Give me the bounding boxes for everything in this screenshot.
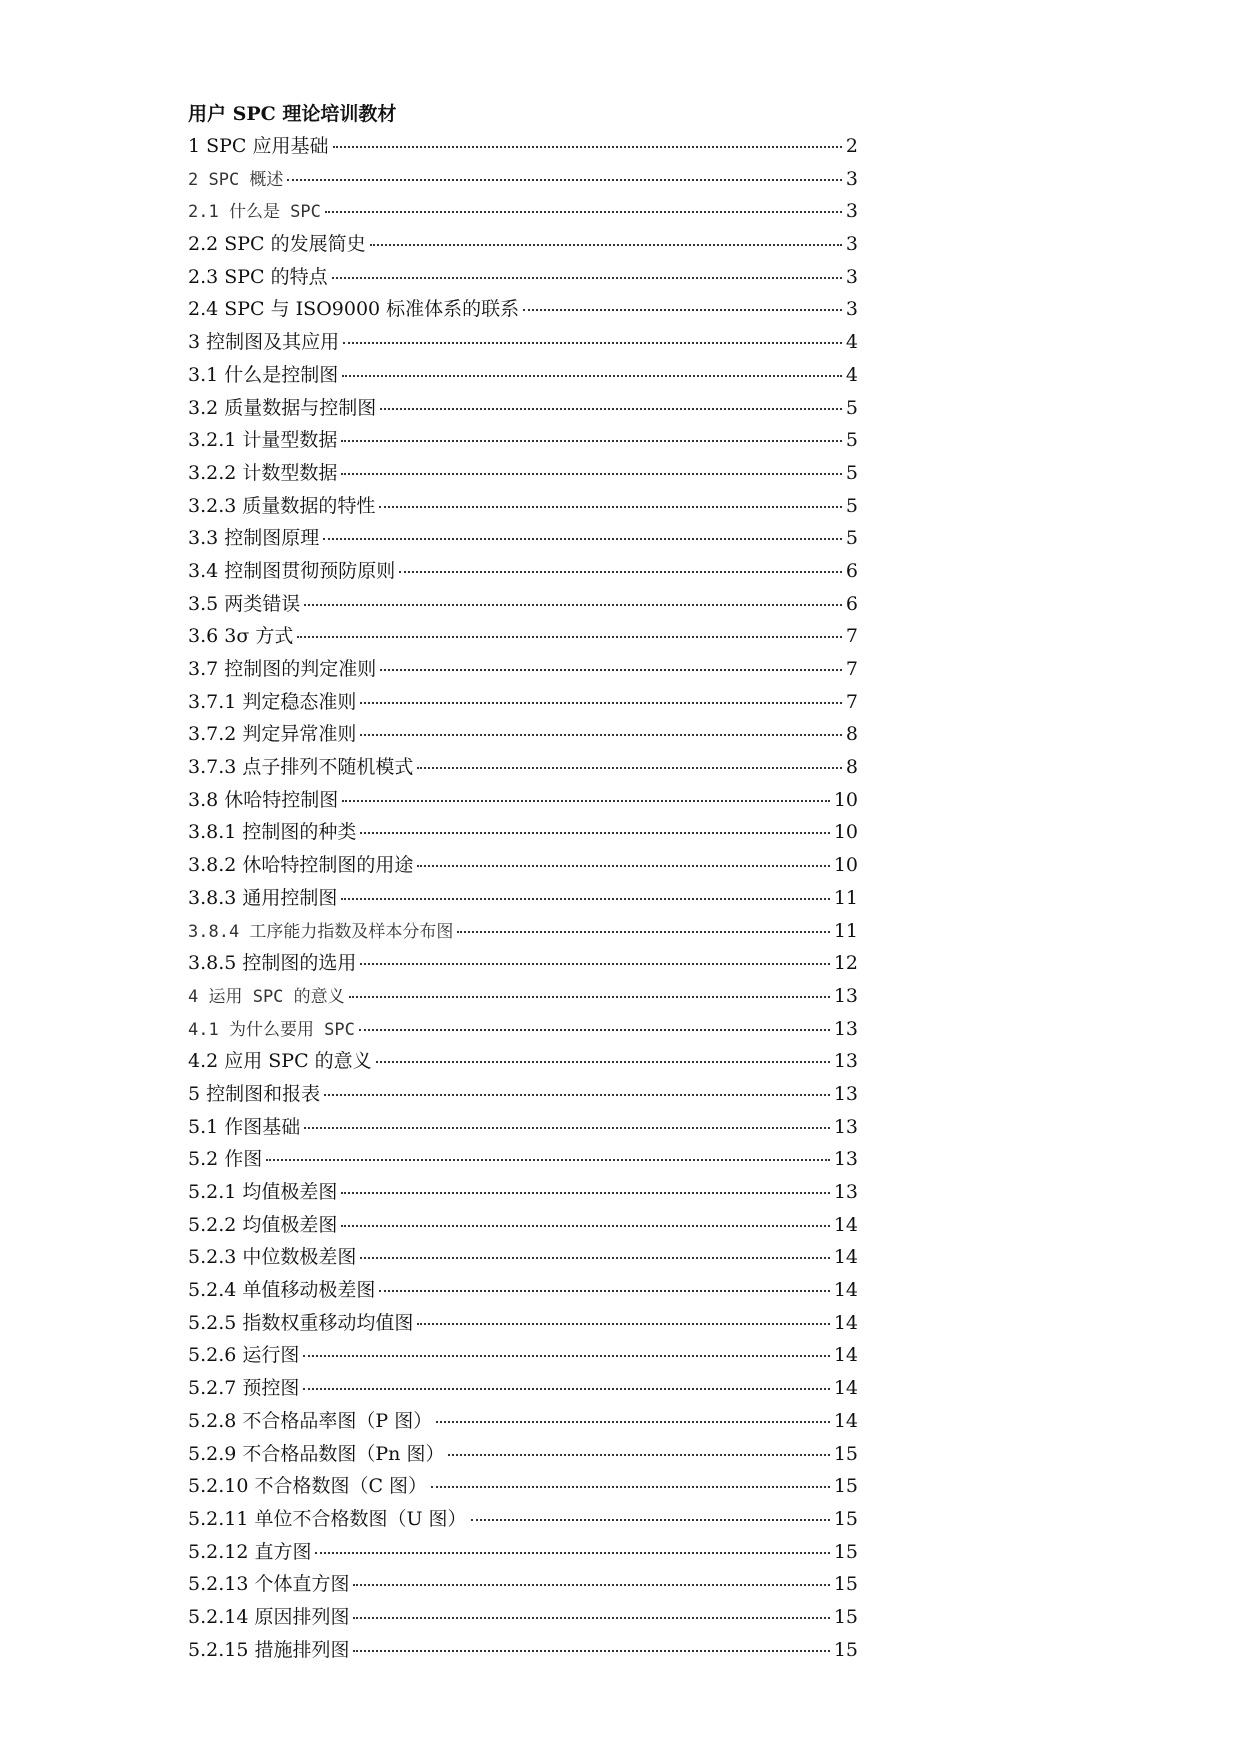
toc-entry-page-number: 15 [833, 1540, 858, 1563]
toc-entry-page-number: 14 [833, 1409, 858, 1432]
toc-dot-leader [315, 1551, 829, 1554]
toc-dot-leader [431, 1485, 830, 1488]
toc-dot-leader [297, 635, 842, 638]
toc-dot-leader [360, 733, 842, 736]
toc-entry-page-number: 3 [845, 233, 858, 256]
toc-entry[interactable] [188, 718, 858, 751]
toc-entry-page-number: 6 [845, 559, 858, 582]
document-title: 用户 SPC 理论培训教材 [188, 103, 397, 125]
toc-entry[interactable] [188, 195, 858, 228]
toc-dot-leader [353, 1583, 829, 1586]
toc-entry[interactable] [188, 1111, 858, 1144]
toc-entry-label: 2.2 SPC 的发展简史 [188, 233, 366, 256]
toc-entry[interactable] [188, 1568, 858, 1601]
toc-entry[interactable] [188, 620, 858, 653]
document-page [188, 98, 858, 1666]
toc-entry-label: 3.8.3 通用控制图 [188, 886, 338, 909]
toc-dot-leader [341, 439, 842, 442]
toc-dot-leader [436, 1420, 830, 1423]
toc-dot-leader [360, 701, 842, 704]
toc-entry[interactable] [188, 424, 858, 457]
toc-entry-label: 2 SPC 概述 [188, 169, 284, 190]
toc-entry[interactable] [188, 261, 858, 294]
toc-dot-leader [523, 308, 842, 311]
toc-entry-label: 3.7.1 判定稳态准则 [188, 690, 357, 713]
toc-dot-leader [304, 603, 842, 606]
toc-dot-leader [457, 930, 829, 933]
toc-dot-leader [341, 897, 829, 900]
toc-entry[interactable] [188, 784, 858, 817]
toc-entry[interactable] [188, 555, 858, 588]
toc-entry-label: 3.2.2 计数型数据 [188, 461, 338, 484]
toc-entry[interactable] [188, 1470, 858, 1503]
toc-entry-label: 5.2.10 不合格数图（C 图） [188, 1475, 428, 1498]
toc-entry-page-number: 2 [845, 135, 858, 157]
toc-entry-page-number: 15 [833, 1475, 858, 1498]
toc-dot-leader [376, 1060, 830, 1063]
toc-entry-label: 1 SPC 应用基础 [188, 135, 329, 157]
toc-entry-label: 3 控制图及其应用 [188, 331, 340, 354]
toc-entry[interactable] [188, 522, 858, 555]
toc-entry-page-number: 14 [833, 1213, 858, 1236]
toc-entry[interactable] [188, 1372, 858, 1405]
toc-entry-label: 5.2.2 均值极差图 [188, 1213, 338, 1236]
toc-dot-leader [324, 1093, 830, 1096]
toc-entry-label: 5.2.3 中位数极差图 [188, 1246, 357, 1269]
toc-dot-leader [359, 1028, 830, 1031]
toc-entry-page-number: 7 [845, 625, 858, 648]
toc-entry[interactable] [188, 228, 858, 261]
toc-dot-leader [303, 1387, 829, 1390]
toc-entry-label: 5.2 作图 [188, 1148, 263, 1171]
toc-entry-page-number: 7 [845, 658, 858, 680]
toc-entry-label: 5.2.8 不合格品率图（P 图） [188, 1409, 433, 1432]
toc-dot-leader [360, 962, 829, 965]
toc-dot-leader [380, 407, 842, 410]
toc-entry-page-number: 8 [845, 723, 858, 746]
toc-dot-leader [399, 570, 842, 573]
toc-entry[interactable] [188, 686, 858, 719]
toc-entry-label: 5.2.5 指数权重移动均值图 [188, 1311, 414, 1334]
toc-entry-page-number: 13 [833, 1050, 858, 1073]
toc-entry-page-number: 3 [845, 200, 858, 223]
toc-entry[interactable] [188, 490, 858, 523]
toc-entry-page-number: 3 [845, 265, 858, 288]
toc-dot-leader [333, 145, 842, 148]
toc-entry[interactable] [188, 1307, 858, 1340]
toc-entry-page-number: 5 [845, 396, 858, 419]
toc-entry-label: 3.5 两类错误 [188, 592, 301, 615]
toc-entry-label: 5 控制图和报表 [188, 1082, 321, 1105]
table-of-contents [188, 130, 858, 1666]
toc-entry-label: 5.2.9 不合格品数图（Pn 图） [188, 1442, 445, 1465]
toc-entry-page-number: 14 [833, 1344, 858, 1367]
toc-entry-page-number: 5 [845, 429, 858, 452]
toc-entry[interactable] [188, 1536, 858, 1569]
toc-entry-page-number: 4 [845, 331, 858, 354]
toc-entry-label: 3.3 控制图原理 [188, 527, 320, 550]
toc-entry[interactable] [188, 359, 858, 392]
toc-entry[interactable] [188, 1601, 858, 1634]
toc-dot-leader [325, 210, 842, 213]
toc-dot-leader [287, 178, 841, 181]
toc-entry[interactable] [188, 653, 858, 686]
toc-dot-leader [417, 1322, 829, 1325]
toc-entry-label: 4.2 应用 SPC 的意义 [188, 1050, 372, 1073]
toc-entry-label: 3.7.3 点子排列不随机模式 [188, 756, 414, 779]
toc-entry[interactable] [188, 1634, 858, 1667]
toc-entry-label: 5.1 作图基础 [188, 1115, 301, 1138]
toc-entry-page-number: 4 [845, 363, 858, 386]
toc-entry-label: 3.2.3 质量数据的特性 [188, 494, 376, 517]
toc-entry-page-number: 13 [833, 1115, 858, 1138]
toc-entry[interactable] [188, 1241, 858, 1274]
toc-entry-label: 5.2.12 直方图 [188, 1540, 312, 1563]
toc-dot-leader [379, 1289, 829, 1292]
toc-dot-leader [380, 668, 842, 671]
toc-entry-page-number: 13 [833, 1017, 858, 1040]
toc-entry[interactable] [188, 1045, 858, 1078]
toc-entry-label: 3.7.2 判定异常准则 [188, 723, 357, 746]
toc-entry[interactable] [188, 1078, 858, 1111]
toc-entry-page-number: 10 [833, 788, 858, 811]
toc-entry-page-number: 10 [833, 821, 858, 844]
toc-entry-label: 5.2.14 原因排列图 [188, 1605, 350, 1628]
toc-entry-page-number: 8 [845, 756, 858, 779]
toc-entry-label: 5.2.4 单值移动极差图 [188, 1279, 376, 1302]
toc-entry[interactable] [188, 1405, 858, 1438]
toc-dot-leader [379, 505, 842, 508]
toc-entry-label: 3.6 3σ 方式 [188, 625, 294, 648]
toc-entry[interactable] [188, 293, 858, 326]
toc-entry-label: 2.1 什么是 SPC [188, 202, 321, 223]
toc-entry[interactable] [188, 751, 858, 784]
toc-entry[interactable] [188, 163, 858, 196]
toc-dot-leader [448, 1453, 829, 1456]
toc-entry[interactable] [188, 1339, 858, 1372]
toc-entry-page-number: 3 [845, 298, 858, 321]
toc-dot-leader [353, 1649, 829, 1652]
toc-entry[interactable] [188, 130, 858, 163]
toc-entry[interactable] [188, 1013, 858, 1046]
toc-dot-leader [341, 472, 842, 475]
toc-entry-page-number: 14 [833, 1279, 858, 1302]
toc-entry[interactable] [188, 457, 858, 490]
toc-dot-leader [349, 995, 830, 998]
toc-entry-label: 5.2.6 运行图 [188, 1344, 300, 1367]
toc-entry-page-number: 11 [833, 886, 858, 909]
toc-dot-leader [360, 831, 829, 834]
toc-entry-label: 3.8.4 工序能力指数及样本分布图 [188, 921, 454, 942]
toc-dot-leader [341, 1224, 829, 1227]
toc-dot-leader [417, 864, 829, 867]
toc-dot-leader [343, 341, 842, 344]
toc-entry-page-number: 13 [833, 1181, 858, 1203]
toc-entry-page-number: 15 [833, 1442, 858, 1465]
toc-entry[interactable] [188, 1176, 858, 1209]
toc-entry-label: 3.1 什么是控制图 [188, 363, 339, 386]
toc-dot-leader [342, 799, 830, 802]
toc-entry-page-number: 5 [845, 494, 858, 517]
toc-entry[interactable] [188, 1143, 858, 1176]
toc-entry[interactable] [188, 392, 858, 425]
toc-entry-page-number: 13 [833, 1148, 858, 1171]
toc-entry-page-number: 15 [833, 1605, 858, 1628]
toc-entry-label: 2.4 SPC 与 ISO9000 标准体系的联系 [188, 298, 520, 321]
toc-dot-leader [353, 1616, 829, 1619]
toc-entry-page-number: 11 [833, 919, 858, 942]
toc-entry-label: 3.2.1 计量型数据 [188, 429, 338, 452]
toc-entry-label: 5.2.13 个体直方图 [188, 1573, 350, 1596]
toc-entry-label: 3.7 控制图的判定准则 [188, 658, 377, 680]
toc-entry[interactable] [188, 1438, 858, 1471]
toc-dot-leader [304, 1126, 830, 1129]
toc-entry[interactable] [188, 1274, 858, 1307]
toc-entry-page-number: 5 [845, 461, 858, 484]
toc-entry-page-number: 13 [833, 984, 858, 1007]
toc-entry-label: 5.2.15 措施排列图 [188, 1638, 350, 1661]
toc-entry-label: 4 运用 SPC 的意义 [188, 986, 345, 1007]
toc-dot-leader [303, 1354, 829, 1357]
toc-entry-page-number: 7 [845, 690, 858, 713]
toc-dot-leader [471, 1518, 830, 1521]
toc-entry-label: 2.3 SPC 的特点 [188, 265, 328, 288]
toc-dot-leader [266, 1158, 830, 1161]
toc-entry-label: 3.4 控制图贯彻预防原则 [188, 559, 396, 582]
toc-dot-leader [323, 537, 842, 540]
toc-entry-page-number: 14 [833, 1311, 858, 1334]
toc-entry[interactable] [188, 980, 858, 1013]
toc-entry-label: 3.8 休哈特控制图 [188, 788, 339, 811]
toc-entry-page-number: 15 [833, 1638, 858, 1661]
toc-dot-leader [341, 1191, 829, 1194]
toc-entry[interactable] [188, 947, 858, 980]
toc-entry[interactable] [188, 915, 858, 948]
toc-entry-page-number: 15 [833, 1573, 858, 1596]
toc-entry-page-number: 10 [833, 854, 858, 877]
toc-entry-label: 3.8.5 控制图的选用 [188, 952, 357, 975]
toc-entry-label: 4.1 为什么要用 SPC [188, 1019, 355, 1040]
toc-entry-label: 5.2.1 均值极差图 [188, 1181, 338, 1203]
toc-entry[interactable] [188, 326, 858, 359]
toc-entry[interactable] [188, 882, 858, 915]
toc-dot-leader [417, 766, 842, 769]
toc-entry[interactable] [188, 849, 858, 882]
toc-entry-page-number: 3 [845, 167, 858, 190]
toc-entry-label: 3.2 质量数据与控制图 [188, 396, 377, 419]
toc-entry-label: 3.8.2 休哈特控制图的用途 [188, 854, 414, 877]
toc-entry-page-number: 6 [845, 592, 858, 615]
toc-entry-page-number: 14 [833, 1246, 858, 1269]
toc-entry-page-number: 15 [833, 1507, 858, 1530]
toc-dot-leader [342, 374, 842, 377]
toc-entry-label: 5.2.11 单位不合格数图（U 图） [188, 1507, 467, 1530]
toc-entry-label: 5.2.7 预控图 [188, 1377, 300, 1400]
toc-entry-page-number: 13 [833, 1082, 858, 1105]
toc-entry-page-number: 12 [833, 952, 858, 975]
toc-entry[interactable] [188, 588, 858, 621]
toc-dot-leader [370, 243, 842, 246]
toc-entry-page-number: 14 [833, 1377, 858, 1400]
toc-entry-page-number: 5 [845, 527, 858, 550]
toc-entry[interactable] [188, 816, 858, 849]
toc-entry[interactable] [188, 1209, 858, 1242]
toc-dot-leader [360, 1256, 829, 1259]
toc-entry[interactable] [188, 1503, 858, 1536]
toc-entry-label: 3.8.1 控制图的种类 [188, 821, 357, 844]
toc-dot-leader [332, 276, 842, 279]
